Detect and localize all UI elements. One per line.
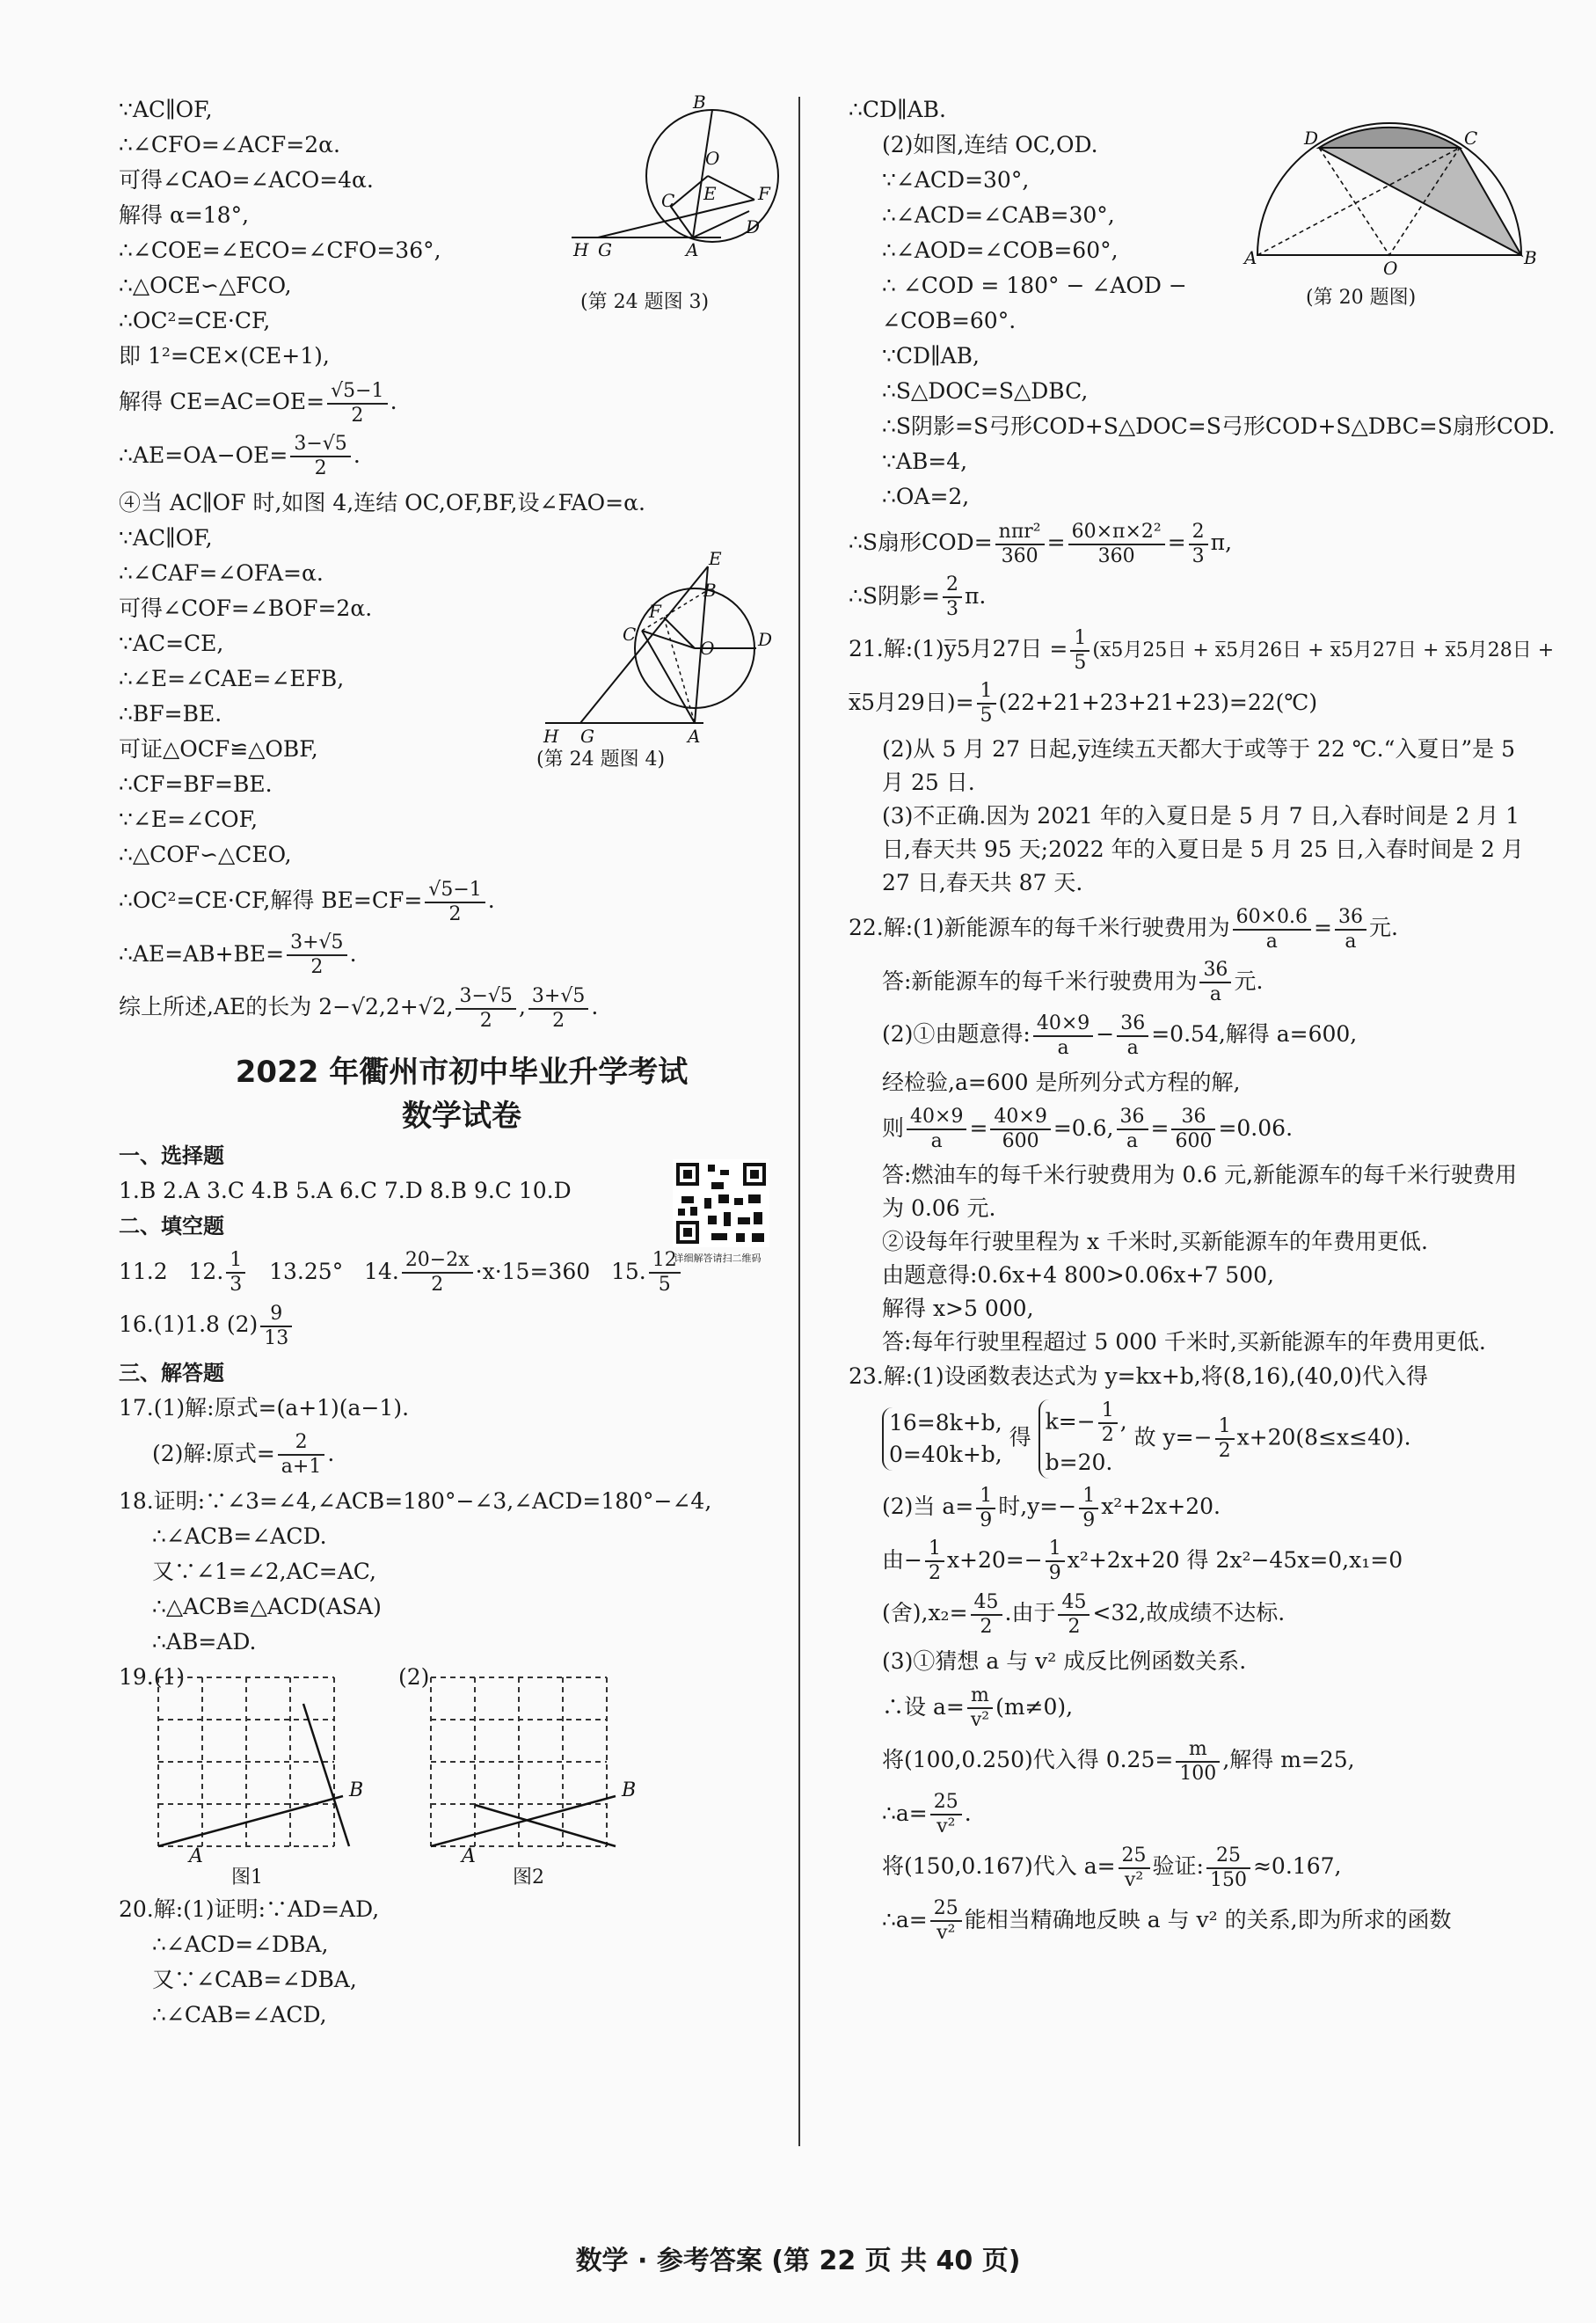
solution-line: ∴∠ACD=∠CAB=30°, <box>882 202 1115 228</box>
shaded-area-line: ∴S阴影= $\frac{2}{3}$ π. <box>849 573 987 620</box>
q23-line: ∴设 a= $\frac{m}{\text{v²}}$ (m≠0), <box>882 1684 1074 1731</box>
q22-line: ②设每年行驶里程为 x 千米时,买新能源车的年费用更低. <box>882 1229 1428 1254</box>
q19-point-b: B <box>622 1779 637 1801</box>
q23-line: 将(100,0.250)代入得 0.25= $\frac{m}{100}$ ,解得 m=25, <box>882 1737 1355 1785</box>
figure-24-4-caption: (第 24 题图 4) <box>536 749 666 771</box>
q22-line: (2)①由题意得: $\frac{40\times 9}{a}$ − $\frac{36}{a}$ =0.54,解得 a=600, <box>882 1012 1358 1059</box>
figure-24-4 <box>536 547 783 771</box>
svg-text:O: O <box>1383 258 1398 279</box>
sector-area-line: ∴S扇形COD= $\frac{\text{nπr²}}{360}$ = $\frac{\text{60×π×2²}}{360}$ = $\frac{2}{3}$ π, <box>849 520 1233 567</box>
q19-figures <box>119 1660 805 1867</box>
q22-line: 答:新能源车的每千米行驶费用为 $\frac{36}{a}$ 元. <box>882 959 1264 1005</box>
q23-line: (2)当 a= $\frac{1}{9}$ 时,y=− $\frac{1}{9}$ x²+2x+20. <box>882 1484 1221 1531</box>
q20-line: 20.解:(1)证明:∵AD=AD, <box>119 1896 380 1922</box>
svg-text:H: H <box>543 726 559 747</box>
q19-grids <box>119 1660 805 1867</box>
svg-text:B: B <box>703 580 717 601</box>
q23-line: (舍),x₂= $\frac{45}{2}$ .由于 $\frac{45}{2}$ <32,故成绩不达标. <box>882 1590 1286 1638</box>
solution-line: ∵AB=4, <box>882 449 968 474</box>
qr-code <box>673 1159 769 1264</box>
solution-line: ∴∠E=∠CAE=∠EFB, <box>119 666 345 691</box>
q22-line: 解得 x>5 000, <box>882 1296 1034 1321</box>
svg-text:A: A <box>688 726 701 747</box>
solution-line: ∴OA=2, <box>882 484 970 509</box>
svg-text:F: F <box>758 183 770 204</box>
fill-answers: 11.2 12. $\frac{1}{3}$ 13.25° 14. $\frac{20-2x}{2}$ ·x·15=360 15. $\frac{12}{5}$ <box>119 1249 805 1297</box>
solution-line: ∴∠COE=∠ECO=∠CFO=36°, <box>119 237 441 263</box>
q23-line: 由− $\frac{1}{2}$ x+20=− $\frac{1}{9}$ x²+2x+20 得 2x²−45x=0,x₁=0 <box>882 1538 1403 1584</box>
solution-line: ∴∠CAF=∠OFA=α. <box>119 560 324 586</box>
q21-line: (2)从 5 月 27 日起,y̅连续五天都大于或等于 22 ℃.“入夏日”是 5 月 25 日. <box>882 736 1516 795</box>
svg-text:E: E <box>709 548 722 569</box>
solution-line: 可得∠CAO=∠ACO=4α. <box>119 167 374 193</box>
solution-line: ∴△OCE∽△FCO, <box>119 273 292 298</box>
svg-text:G: G <box>580 726 594 747</box>
figure-24-3-caption: (第 24 题图 3) <box>580 291 710 313</box>
svg-text:G: G <box>598 239 612 260</box>
q19-point-a: A <box>462 1845 476 1867</box>
solution-line: ∵CD∥AB, <box>882 343 980 369</box>
q21-line: x̅5月29日)= $\frac{1}{5}$ (22+21+23+21+23)=22(℃) <box>849 680 1318 727</box>
solution-line: ∴OC²=CE·CF, <box>119 308 271 333</box>
solution-line: ∵∠E=∠COF, <box>119 807 259 832</box>
figure-20-drawing <box>1244 123 1537 279</box>
q19-label-1: 19.(1) <box>119 1664 186 1690</box>
qr-caption: 详细解答请扫二维码 <box>674 1253 762 1264</box>
q23-equations: 16=8k+b, 0=40k+b, <box>882 1407 1002 1471</box>
answer-line: ∴AE=AB+BE= $\frac{3+√5}{2}$ . <box>119 931 357 978</box>
q19-captions <box>119 1862 805 1892</box>
svg-text:O: O <box>705 148 720 169</box>
q22-line: 则 $\frac{40\times 9}{a}$ = $\frac{40\times 9}{600}$ =0.6, $\frac{36}{a}$ = $\frac{36}{600}$ =0.06. <box>882 1106 1294 1152</box>
figure-20-caption: (第 20 题图) <box>1306 287 1417 309</box>
solution-line: 可得∠COF=∠BOF=2α. <box>119 595 373 621</box>
q20-line: ∴∠ACD=∠DBA, <box>152 1932 329 1957</box>
solution-line: ∴CF=BF=BE. <box>119 771 273 797</box>
solution-line: ∴∠CFO=∠ACF=2α. <box>119 132 340 157</box>
figure-20 <box>1244 123 1537 310</box>
svg-text:A: A <box>686 239 699 260</box>
q23-line: 23.解:(1)设函数表达式为 y=kx+b,将(8,16),(40,0)代入得 <box>849 1363 1429 1389</box>
q22-line: 22.解:(1)新能源车的每千米行驶费用为 $\frac{60\times 0.6}{a}$ = $\frac{36}{a}$ 元. <box>849 905 1398 953</box>
choice-answers: 1.B 2.A 3.C 4.B 5.A 6.C 7.D 8.B 9.C 10.D <box>119 1177 572 1203</box>
solution-line: ∴S△DOC=S△DBC, <box>882 378 1089 404</box>
summary-line: 综上所述,AE的长为 2−√2,2+√2, $\frac{3-√5}{2}$ , $\frac{3+√5}{2}$ . <box>119 984 599 1032</box>
solution-line: ∠COB=60°. <box>882 308 1017 333</box>
q19-fig1-caption: 图1 <box>231 1866 263 1888</box>
svg-text:C: C <box>623 624 637 645</box>
answer-line: ∴OC²=CE·CF,解得 BE=CF= $\frac{√5-1}{2}$ . <box>119 878 495 925</box>
solution-line: ∵∠ACD=30°, <box>882 167 1030 193</box>
svg-text:F: F <box>649 601 661 622</box>
fill-answer-16: 16.(1)1.8 (2) $\frac{9}{13}$ <box>119 1302 805 1350</box>
solution-line: ∴∠AOD=∠COB=60°, <box>882 237 1119 263</box>
solution-line: (2)如图,连结 OC,OD. <box>882 132 1098 157</box>
q22-rest <box>849 1158 1530 1359</box>
q23-solution: k=− $\frac{1}{2}$ , b=20. <box>1038 1399 1127 1479</box>
q22-line: 答:燃油车的每千米行驶费用为 0.6 元,新能源车的每千米行驶费用为 0.06 元. <box>882 1162 1518 1221</box>
svg-text:A: A <box>1244 247 1257 268</box>
q20-line: ∴∠CAB=∠ACD, <box>152 2002 327 2027</box>
answer-line: ∴AE=OA−OE= $\frac{3-√5}{2}$ . <box>119 433 361 479</box>
qr-code-image <box>673 1159 769 1247</box>
answer-line: 解得 CE=AC=OE= $\frac{√5-1}{2}$ . <box>119 379 397 427</box>
svg-text:C: C <box>661 190 675 211</box>
solution-line: ∴S阴影=S弓形COD+S△DOC=S弓形COD+S△DBC=S扇形COD. <box>882 413 1556 439</box>
right-column <box>849 92 1556 1950</box>
svg-text:E: E <box>703 183 717 204</box>
q22-line: 经检验,a=600 是所列分式方程的解, <box>882 1069 1241 1095</box>
figure-24-3-drawing <box>563 92 783 290</box>
q21-line: 21.解:(1)y̅5月27日 = $\frac{1}{5}$ (x̅5月25日 + x̅5月26日 + x̅5月27日 + x̅5月28日 + <box>849 626 1555 674</box>
q18-line: ∴△ACB≌△ACD(ASA) <box>152 1594 382 1619</box>
q19-label-2: (2) <box>398 1664 430 1690</box>
q18-lines <box>119 1484 805 1660</box>
svg-text:D: D <box>746 216 761 237</box>
q17-line: 17.(1)解:原式=(a+1)(a−1). <box>119 1394 410 1421</box>
solution-line: ∵AC=CE, <box>119 631 224 656</box>
figure-24-3 <box>563 92 783 314</box>
q22-line: 由题意得:0.6x+4 800>0.06x+7 500, <box>882 1262 1274 1288</box>
exam-title: 2022 年衢州市初中毕业升学考试 <box>235 1054 689 1090</box>
page-footer: 数学 · 参考答案 (第 22 页 共 40 页) <box>575 2246 1021 2276</box>
svg-text:C: C <box>1464 128 1478 149</box>
svg-text:D: D <box>758 629 773 650</box>
svg-text:B: B <box>693 91 706 113</box>
left-column <box>119 92 805 2033</box>
svg-text:B: B <box>1524 247 1537 268</box>
q19-fig2-caption: 图2 <box>513 1866 544 1888</box>
solution-line: 可证△OCF≌△OBF, <box>119 736 318 762</box>
section-choice: 一、选择题 <box>119 1143 224 1168</box>
q23-system: 16=8k+b, 0=40k+b, 得 k=− $\frac{1}{2}$ , b=20. 故 y=− $\frac{1}{2}$ x+20(8≤x≤40). <box>849 1399 1530 1479</box>
solution-line: ∵AC∥OF, <box>119 97 213 122</box>
q18-line: ∴AB=AD. <box>152 1629 257 1655</box>
solution-line: 即 1²=CE×(CE+1), <box>119 343 330 369</box>
solution-line: ∴ ∠COD = 180° − ∠AOD − <box>882 273 1187 298</box>
solution-line: ∴△COF∽△CEO, <box>119 842 292 867</box>
q20-line: 又∵∠CAB=∠DBA, <box>152 1967 357 1992</box>
q18-line: 18.证明:∵∠3=∠4,∠ACB=180°−∠3,∠ACD=180°−∠4, <box>119 1488 712 1514</box>
q23-line: (3)①猜想 a 与 v² 成反比例函数关系. <box>882 1647 1247 1674</box>
section-solve: 三、解答题 <box>119 1360 224 1385</box>
svg-text:H: H <box>573 239 589 260</box>
exam-subtitle: 数学试卷 <box>402 1098 521 1134</box>
solution-line: ∵AC∥OF, <box>119 525 213 551</box>
svg-text:O: O <box>700 638 715 659</box>
figure-24-4-drawing <box>536 547 783 748</box>
solution-line: 解得 α=18°, <box>119 202 250 228</box>
q21-rest <box>849 733 1530 900</box>
solution-line: ∴CD∥AB. <box>849 97 946 122</box>
q23-line: 将(150,0.167)代入 a= $\frac{25}{\text{v²}}$ 验证: $\frac{25}{150}$ ≈0.167, <box>882 1844 1342 1891</box>
q18-line: 又∵∠1=∠2,AC=AC, <box>152 1559 376 1584</box>
q23-line: ∴a= $\frac{25}{\text{v²}}$ 能相当精确地反映 a 与 v² 的关系,即为所求的函数 <box>882 1897 1452 1944</box>
solution-line: ∴BF=BE. <box>119 701 222 727</box>
section-fill: 二、填空题 <box>119 1213 224 1238</box>
q20-lines <box>119 1892 805 2033</box>
q18-line: ∴∠ACB=∠ACD. <box>152 1523 327 1549</box>
q19-point-a: A <box>189 1845 203 1867</box>
q17-line: (2)解:原式= $\frac{2}{a+1}$ . <box>152 1431 335 1478</box>
q19-point-b: B <box>349 1779 364 1801</box>
q21-line: (3)不正确.因为 2021 年的入夏日是 5 月 7 日,入春时间是 2 月 1 日,春天共 95 天;2022 年的入夏日是 5 月 25 日,入春时间是 2 月 27 日,春天共 87 天. <box>882 803 1524 895</box>
q22-line: 答:每年行驶里程超过 5 000 千米时,买新能源车的年费用更低. <box>882 1329 1486 1355</box>
q23-line: ∴a= $\frac{25}{\text{v²}}$ . <box>882 1791 972 1837</box>
svg-text:D: D <box>1304 128 1319 149</box>
solution-line: ④当 AC∥OF 时,如图 4,连结 OC,OF,BF,设∠FAO=α. <box>119 490 645 515</box>
